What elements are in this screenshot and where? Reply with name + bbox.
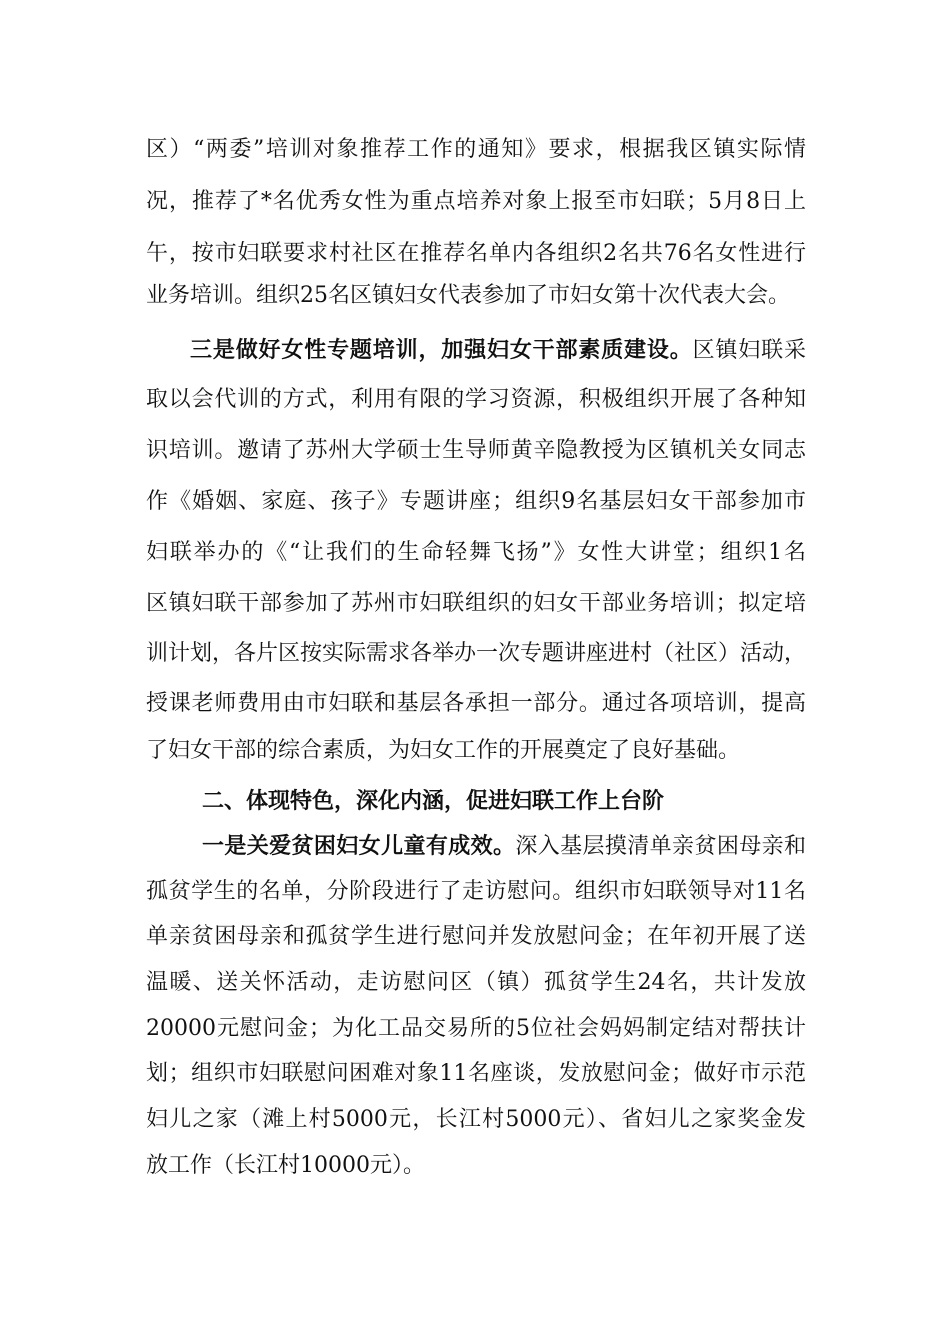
body-line-8: 作《婚姻、家庭、孩子》专题讲座；组织9名基层妇女干部参加市 xyxy=(146,489,806,514)
body-line-19: 划；组织市妇联慰问困难对象11名座谈，发放慰问金；做好市示范 xyxy=(146,1061,806,1086)
body-line-16: 单亲贫困母亲和孤贫学生进行慰问并发放慰问金；在年初开展了送 xyxy=(146,924,806,949)
body-line-18: 20000元慰问金；为化工品交易所的5位社会妈妈制定结对帮扶计 xyxy=(146,1016,806,1041)
paragraph-3-tail: 采 xyxy=(783,338,806,363)
section-2-heading: 二、体现特色，深化内涵，促进妇联工作上台阶 xyxy=(202,789,665,814)
paragraph-4-lead: 深入基层摸清单亲贫困母亲和 xyxy=(515,834,806,859)
paragraph-4-heading: 一是关爱贫困妇女儿童有成效。 xyxy=(202,834,516,859)
body-line-13: 了妇女干部的综合素质，为妇女工作的开展奠定了良好基础。 xyxy=(146,738,741,763)
body-line-4: 业务培训。组织25名区镇妇女代表参加了市妇女第十次代表大会。 xyxy=(146,283,790,308)
body-line-7: 识培训。邀请了苏州大学硕士生导师黄辛隐教授为区镇机关女同志 xyxy=(146,438,806,463)
body-line-9: 妇联举办的《“让我们的生命轻舞飞扬”》女性大讲堂；组织1名 xyxy=(146,540,806,565)
body-line-17: 温暖、送关怀活动，走访慰问区（镇）孤贫学生24名，共计发放 xyxy=(146,970,806,995)
body-line-21: 放工作（长江村10000元）。 xyxy=(146,1153,425,1178)
paragraph-3-heading: 三是做好女性专题培训，加强妇女干部素质建设。 xyxy=(190,338,693,363)
body-line-12: 授课老师费用由市妇联和基层各承担一部分。通过各项培训，提高 xyxy=(146,691,806,716)
body-line-6: 取以会代训的方式，利用有限的学习资源，积极组织开展了各种知 xyxy=(146,387,806,412)
body-line-11: 训计划，各片区按实际需求各举办一次专题讲座进村（社区）活动， xyxy=(146,641,807,666)
paragraph-3-first-line xyxy=(190,325,806,377)
body-line-1: 区）“两委”培训对象推荐工作的通知》要求，根据我区镇实际情 xyxy=(146,137,806,162)
body-line-2: 况，推荐了*名优秀女性为重点培养对象上报至市妇联；5月8日上 xyxy=(146,189,806,214)
body-line-3: 午，按市妇联要求村社区在推荐名单内各组织2名共76名女性进行 xyxy=(146,241,806,266)
body-line-10: 区镇妇联干部参加了苏州市妇联组织的妇女干部业务培训；拟定培 xyxy=(146,591,806,616)
body-line-20: 妇儿之家（滩上村5000元，长江村5000元）、省妇儿之家奖金发 xyxy=(146,1107,806,1132)
paragraph-3-lead: 区镇妇联 xyxy=(692,338,784,363)
body-line-15: 孤贫学生的名单，分阶段进行了走访慰问。组织市妇联领导对11名 xyxy=(146,879,806,904)
